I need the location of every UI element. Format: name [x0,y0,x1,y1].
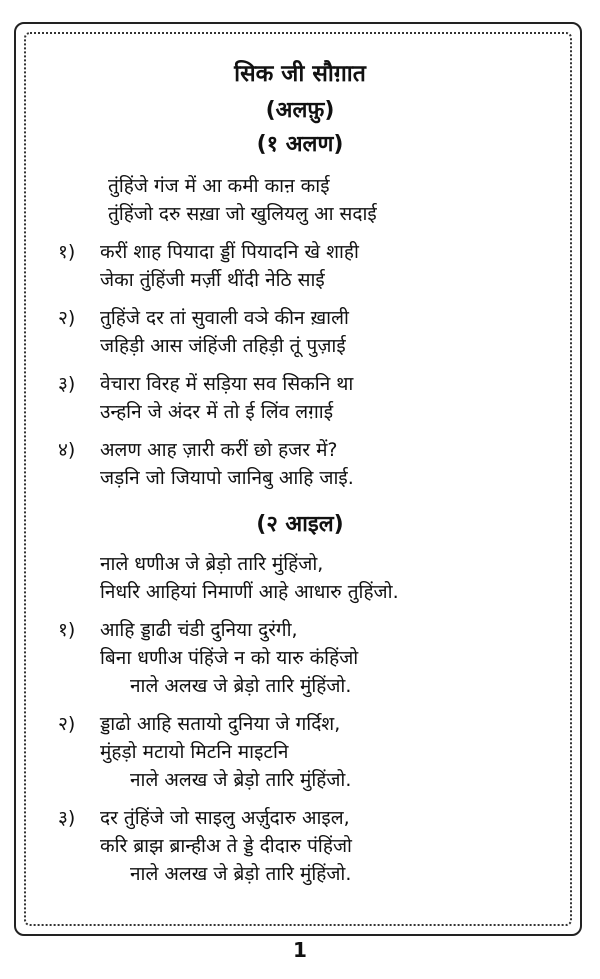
verse-number: १) [58,241,76,263]
verse [40,436,560,492]
refrain-line: नाले अलख जे ब्रेड़ो तारि मुंहिंजो. [130,863,352,885]
verse [40,616,560,700]
verse-line: करि ब्राझ ब्रान्हीअ ते ड्डे दीदारु पंहिंजो [100,835,352,857]
intro-line: नाले धणीअ जे ब्रेड़ो तारि मुंहिंजो, [100,553,324,575]
verse-number: ३) [58,807,76,829]
page-subtitle: (अलफ़ु) [265,98,335,123]
verse-line: जहिड़ी आस जंहिंजी तहिड़ी तूं पुज़ाई [100,335,346,357]
intro-line: निधरि आहियां निमाणीं आहे आधारु तुहिंजो. [100,581,399,603]
verse-number: २) [58,307,76,329]
verse-number: २) [58,713,76,735]
verse-line: ड्डाढो आहि सतायो दुनिया जे गर्दिश, [100,713,341,735]
section-ail [40,508,560,888]
section-alan [40,128,560,492]
verse-line: दर तुंहिंजे जो साइलु अर्ज़ुदारु आइल, [100,807,350,829]
refrain-line: नाले अलख जे ब्रेड़ो तारि मुंहिंजो. [130,675,352,697]
verse-line: जड़नि जो जियापो जानिबु आहि जाई. [100,467,354,489]
refrain-line: नाले अलख जे ब्रेड़ो तारि मुंहिंजो. [130,769,352,791]
verse-number: ३) [58,373,76,395]
page-content [40,56,560,888]
verse [40,304,560,360]
verse-line: मुंहड़ो मटायो मिटनि माइटनि [100,741,289,763]
verse [40,238,560,294]
verse-number: १) [58,619,76,641]
intro-line: तुंहिंजो दरु सख़ा जो खुलियलु आ सदाई [108,203,377,225]
verse-line: बिना धणीअ पंहिंजे न को यारु कंहिंजो [100,647,359,669]
section-heading: (२ आइल) [256,512,344,537]
verse-line: वेचारा विरह में सड़िया सव सिकनि था [100,373,354,395]
intro-line: तुंहिंजे गंज में आ कमी काऩ काई [108,175,330,197]
page-number: 1 [293,938,307,962]
verse-line: तुहिंजे दर तां सुवाली वञे कीन ख़ाली [100,307,349,329]
verse [40,804,560,888]
verse-line: करीं शाह पियादा ड्डीं पियादनि खे शाही [100,241,359,263]
verse-line: उन्हनि जे अंदर में तो ई लिंव लग़ाई [100,401,334,423]
verse-number: ४) [58,439,76,461]
section-intro [40,172,560,228]
verse-line: जेका तुंहिंजी मर्ज़ी थींदी नेठि साई [100,269,325,291]
verse [40,710,560,794]
verse-line: अलण आह ज़ारी करीं छो हजर में? [100,439,338,461]
verse-line: आहि ड्डाढी चंडी दुनिया दुरंगी, [100,619,298,641]
verse [40,370,560,426]
page-title: सिक जी सौग़ात [234,61,366,87]
section-heading: (१ अलण) [256,132,344,157]
section-intro [40,550,560,606]
